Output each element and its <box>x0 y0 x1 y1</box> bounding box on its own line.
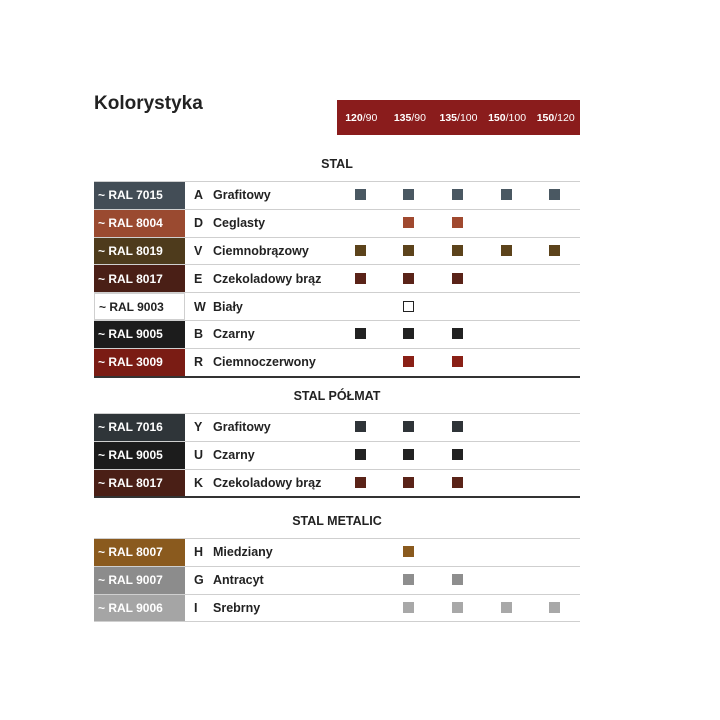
table-row <box>94 595 580 623</box>
color-letter: V <box>194 243 203 258</box>
section-title: STAL <box>321 157 353 171</box>
color-swatch <box>452 356 463 367</box>
color-name: Antracyt <box>213 573 264 588</box>
color-swatch <box>452 602 463 613</box>
color-swatch <box>452 245 463 256</box>
color-swatch <box>403 602 414 613</box>
color-swatch <box>355 477 366 488</box>
table-row <box>94 293 580 321</box>
color-swatch <box>452 328 463 339</box>
color-swatch <box>355 449 366 460</box>
color-swatch <box>452 449 463 460</box>
ral-code-label: ~ RAL 8019 <box>94 238 185 265</box>
table-row <box>94 349 580 378</box>
size-header-bar <box>337 100 580 135</box>
color-swatch <box>549 189 560 200</box>
color-name: Grafitowy <box>213 188 271 203</box>
ral-code-label: ~ RAL 8004 <box>94 210 185 237</box>
table-row <box>94 265 580 293</box>
ral-code-label: ~ RAL 8017 <box>94 265 185 292</box>
color-swatch <box>403 217 414 228</box>
color-swatch <box>549 602 560 613</box>
color-name: Ceglasty <box>213 216 266 231</box>
color-name: Grafitowy <box>213 420 271 435</box>
color-name: Ciemnoczerwony <box>213 355 316 370</box>
ral-code-label: ~ RAL 9005 <box>94 321 185 348</box>
color-name: Czekoladowy brąz <box>213 475 322 490</box>
table-row <box>94 442 580 470</box>
color-swatch <box>501 245 512 256</box>
color-letter: G <box>194 573 204 588</box>
ral-code-label: ~ RAL 7016 <box>94 414 185 441</box>
table-row <box>94 210 580 238</box>
color-letter: I <box>194 600 198 615</box>
table-row <box>94 238 580 266</box>
ral-code-label: ~ RAL 9003 <box>94 293 185 320</box>
color-swatch <box>355 189 366 200</box>
color-swatch <box>403 449 414 460</box>
table-row <box>94 413 580 442</box>
color-swatch <box>452 574 463 585</box>
ral-code-label: ~ RAL 9005 <box>94 442 185 469</box>
ral-code-label: ~ RAL 9006 <box>94 595 185 622</box>
color-name: Czarny <box>213 448 255 463</box>
color-swatch <box>452 217 463 228</box>
color-letter: A <box>194 188 204 203</box>
color-swatch <box>403 574 414 585</box>
color-table <box>94 538 580 622</box>
size-header-cell: 120/90 <box>345 111 378 124</box>
table-row <box>94 538 580 567</box>
color-letter: K <box>194 475 204 490</box>
size-header-cell: 150/120 <box>536 111 575 124</box>
color-swatch <box>452 273 463 284</box>
color-table <box>94 181 580 378</box>
color-swatch <box>452 477 463 488</box>
color-swatch <box>355 328 366 339</box>
color-swatch <box>403 273 414 284</box>
color-name: Ciemnobrązowy <box>213 243 309 258</box>
ral-code-label: ~ RAL 8017 <box>94 470 185 497</box>
section-title: STAL PÓŁMAT <box>293 389 381 403</box>
ral-code-label: ~ RAL 9007 <box>94 567 185 594</box>
color-swatch <box>403 546 414 557</box>
color-swatch <box>452 189 463 200</box>
color-letter: W <box>194 299 206 314</box>
color-letter: B <box>194 327 204 342</box>
color-name: Czarny <box>213 327 255 342</box>
color-name: Srebrny <box>213 600 261 615</box>
table-row <box>94 181 580 210</box>
color-swatch <box>355 245 366 256</box>
color-letter: H <box>194 545 204 560</box>
color-swatch <box>403 356 414 367</box>
table-row <box>94 321 580 349</box>
color-swatch <box>549 245 560 256</box>
section-title: STAL METALIC <box>292 514 382 528</box>
color-table <box>94 413 580 498</box>
table-row <box>94 567 580 595</box>
size-header-cell: 135/100 <box>439 111 478 124</box>
color-swatch <box>403 301 414 312</box>
color-swatch <box>355 273 366 284</box>
color-swatch <box>452 421 463 432</box>
color-letter: E <box>194 271 203 286</box>
color-letter: R <box>194 355 204 370</box>
color-letter: U <box>194 448 204 463</box>
color-swatch <box>403 477 414 488</box>
size-header-cell: 150/100 <box>488 111 527 124</box>
ral-code-label: ~ RAL 7015 <box>94 182 185 209</box>
color-swatch <box>403 189 414 200</box>
color-swatch <box>403 328 414 339</box>
color-letter: D <box>194 216 204 231</box>
color-name: Miedziany <box>213 545 273 560</box>
page-title: Kolorystyka <box>94 93 203 114</box>
color-swatch <box>501 189 512 200</box>
color-swatch <box>355 421 366 432</box>
ral-code-label: ~ RAL 8007 <box>94 539 185 566</box>
table-row <box>94 470 580 499</box>
ral-code-label: ~ RAL 3009 <box>94 349 185 376</box>
color-name: Biały <box>213 299 243 314</box>
color-swatch <box>403 421 414 432</box>
size-header-cell: 135/90 <box>393 111 426 124</box>
color-swatch <box>501 602 512 613</box>
color-letter: Y <box>194 420 203 435</box>
color-swatch <box>403 245 414 256</box>
color-name: Czekoladowy brąz <box>213 271 322 286</box>
